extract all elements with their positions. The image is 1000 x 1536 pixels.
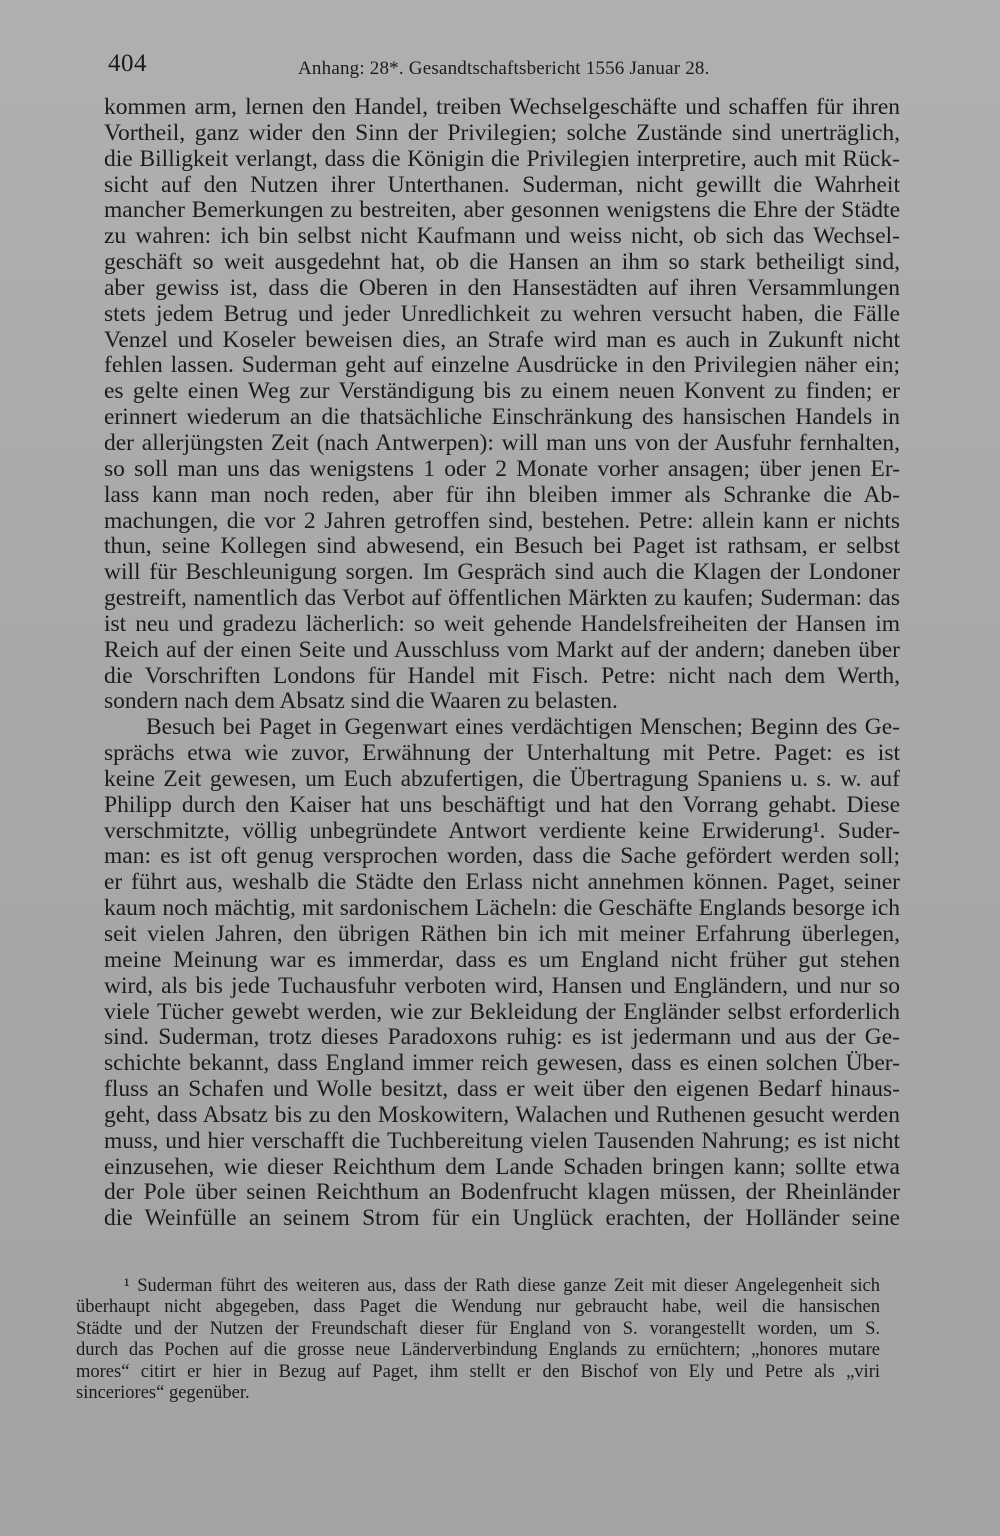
text-line: wird, als bis jede Tuchausfuhr verboten wird, Hansen und Engländern, und nur so xyxy=(104,973,900,999)
page-number: 404 xyxy=(108,50,147,77)
text-line: die Vorschriften Londons für Handel mit Fisch. Petre: nicht nach dem Werth, xyxy=(104,663,900,689)
text-line: sondern nach dem Absatz sind die Waaren zu belasten. xyxy=(104,689,618,715)
text-line: sicht auf den Nutzen ihrer Unterthanen. Suderman, nicht gewillt die Wahrheit xyxy=(104,172,900,198)
text-line: Philipp durch den Kaiser hat uns beschäftigt und hat den Vorrang gehabt. Diese xyxy=(104,792,900,818)
text-line: fehlen lassen. Suderman geht auf einzelne Ausdrücke in den Privilegien näher ein; xyxy=(104,353,900,379)
page-header xyxy=(108,44,898,84)
main-text xyxy=(104,95,900,1232)
text-line: es gelte einen Weg zur Verständigung bis zu einem neuen Konvent zu finden; er xyxy=(104,379,900,405)
text-line: der Pole über seinen Reichthum an Bodenfrucht klagen müssen, der Rheinländer xyxy=(104,1180,900,1206)
text-line: verschmitzte, völlig unbegründete Antwort verdiente keine Erwiderung¹. Suder- xyxy=(104,818,900,844)
footnote-line: ¹ Suderman führt des weiteren aus, dass der Rath diese ganze Zeit mit dieser Angelegenheit sich xyxy=(124,1276,880,1296)
text-line: fluss an Schafen und Wolle besitzt, dass er weit über den eigenen Bedarf hinaus- xyxy=(104,1077,900,1103)
text-line: die Billigkeit verlangt, dass die Königin die Privilegien interpretire, auch mit Rück- xyxy=(104,146,900,172)
text-line: die Weinfülle an seinem Strom für ein Unglück erachten, der Holländer seine xyxy=(104,1206,900,1232)
text-line: so soll man uns das wenigstens 1 oder 2 Monate vorher ansagen; über jenen Er- xyxy=(104,456,900,482)
text-line: zu wahren: ich bin selbst nicht Kaufmann und weiss nicht, ob sich das Wechsel- xyxy=(104,224,900,250)
text-line: ist neu und gradezu lächerlich: so weit gehende Handelsfreiheiten der Hansen im xyxy=(104,611,900,637)
footnote-line: sinceriores“ gegenüber. xyxy=(76,1382,250,1403)
running-head: Anhang: 28*. Gesandtschaftsbericht 1556 Januar 28. xyxy=(298,58,710,79)
text-line: will für Beschleunigung sorgen. Im Gespräch sind auch die Klagen der Londoner xyxy=(104,560,900,586)
text-line: meine Meinung war es immerdar, dass es um England nicht früher gut stehen xyxy=(104,947,900,973)
text-line: er führt aus, weshalb die Städte den Erlass nicht annehmen können. Paget, seiner xyxy=(104,870,900,896)
footnote-line: mores“ citirt er hier in Bezug auf Paget, ihm stellt er den Bischof von Ely und Petre als „viri xyxy=(76,1361,880,1382)
text-line: geht, dass Absatz bis zu den Moskowitern, Walachen und Ruthenen gesucht werden xyxy=(104,1102,900,1128)
text-line: erinnert wiederum an die thatsächliche Einschränkung des hansischen Handels in xyxy=(104,405,900,431)
text-line: Vortheil, ganz wider den Sinn der Privilegien; solche Zustände sind unerträglich, xyxy=(104,120,900,146)
text-line: kommen arm, lernen den Handel, treiben Wechselgeschäfte und schaffen für ihren xyxy=(104,95,900,120)
text-line: Besuch bei Paget in Gegenwart eines verdächtigen Menschen; Beginn des Ge- xyxy=(146,715,900,741)
text-line: muss, und hier verschafft die Tuchbereitung vielen Tausenden Nahrung; es ist nicht xyxy=(104,1128,900,1154)
text-line: gestreift, namentlich das Verbot auf öffentlichen Märkten zu kaufen; Suderman: das xyxy=(104,586,900,612)
text-line: schichte bekannt, dass England immer reich gewesen, dass es einen solchen Über- xyxy=(104,1051,900,1077)
text-line: machungen, die vor 2 Jahren getroffen sind, bestehen. Petre: allein kann er nichts xyxy=(104,508,900,534)
text-line: sind. Suderman, trotz dieses Paradoxons ruhig: es ist jedermann und aus der Ge- xyxy=(104,1025,900,1051)
text-line: thun, seine Kollegen sind abwesend, ein Besuch bei Paget ist rathsam, er selbst xyxy=(104,534,900,560)
footnote-line: durch das Pochen auf die grosse neue Länderverbindung Englands zu ernüchtern; „honores mutare xyxy=(76,1340,880,1361)
text-line: keine Zeit gewesen, um Euch abzufertigen, die Übertragung Spaniens u. s. w. auf xyxy=(104,766,900,792)
text-line: aber gewiss ist, dass die Oberen in den Hansestädten auf ihren Versammlungen xyxy=(104,275,900,301)
text-line: mancher Bemerkungen zu bestreiten, aber gesonnen wenigstens die Ehre der Städte xyxy=(104,198,900,224)
text-line: geschäft so weit ausgedehnt hat, ob die Hansen an ihm so stark betheiligt sind, xyxy=(104,250,900,276)
text-line: sprächs etwa wie zuvor, Erwähnung der Unterhaltung mit Petre. Paget: es ist xyxy=(104,741,900,767)
footnote-line: Städte und der Nutzen der Freundschaft dieser für England von S. vorangestellt worden, um S. xyxy=(76,1318,880,1339)
footnote-line: überhaupt nicht abgegeben, dass Paget die Wendung nur gebraucht habe, weil die hansischen xyxy=(76,1297,880,1318)
text-line: der allerjüngsten Zeit (nach Antwerpen): will man uns von der Ausfuhr fernhalten, xyxy=(104,430,900,456)
text-line: stets jedem Betrug und jeder Unredlichkeit zu wehren versucht haben, die Fälle xyxy=(104,301,900,327)
text-line: Reich auf der einen Seite und Ausschluss vom Markt auf der andern; daneben über xyxy=(104,637,900,663)
footnotes xyxy=(76,1276,880,1404)
text-line: kaum noch mächtig, mit sardonischem Lächeln: die Geschäfte Englands besorge ich xyxy=(104,896,900,922)
text-line: viele Tücher gewebt werden, wie zur Bekleidung der Engländer selbst erforderlich xyxy=(104,999,900,1025)
text-line: Venzel und Koseler beweisen dies, an Strafe wird man es auch in Zukunft nicht xyxy=(104,327,900,353)
text-line: man: es ist oft genug versprochen worden, dass die Sache gefördert werden soll; xyxy=(104,844,900,870)
text-line: lass kann man noch reden, aber für ihn bleiben immer als Schranke die Ab- xyxy=(104,482,900,508)
text-line: einzusehen, wie dieser Reichthum dem Lande Schaden bringen kann; sollte etwa xyxy=(104,1154,900,1180)
text-line: seit vielen Jahren, den übrigen Räthen bin ich mit meiner Erfahrung überlegen, xyxy=(104,922,900,947)
